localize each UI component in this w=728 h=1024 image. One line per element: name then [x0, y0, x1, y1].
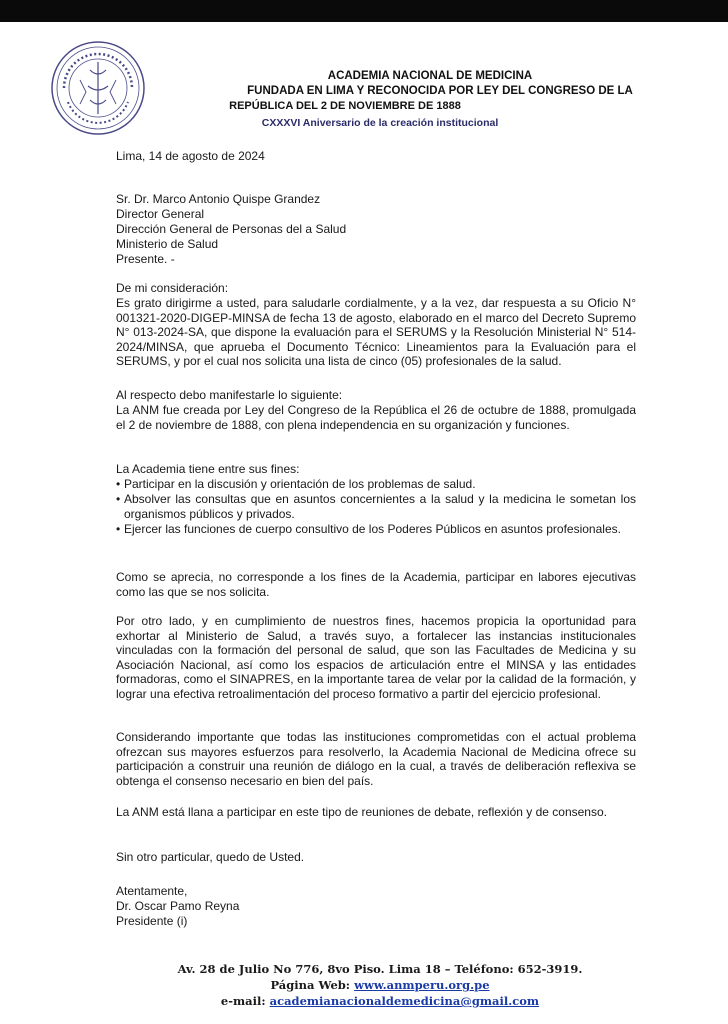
- recipient-title: Director General: [116, 207, 205, 221]
- top-black-bar: [0, 0, 728, 22]
- bullet-item: [116, 477, 636, 492]
- paragraph-anm-creation: La ANM fue creada por Ley del Congreso de la República el 26 de octubre de 1888, promulgada el 2 de noviembre de 1888, con plena independencia en su organización y funciones.: [116, 403, 636, 432]
- signature-closing: Atentamente,: [116, 884, 188, 898]
- email-link[interactable]: academianacionaldemedicina@gmail.com: [269, 994, 540, 1008]
- recipient-ministry: Ministerio de Salud: [116, 237, 219, 251]
- signature-name: Dr. Oscar Pamo Reyna: [116, 899, 240, 913]
- recipient-name: Sr. Dr. Marco Antonio Quispe Grandez: [116, 192, 321, 206]
- bullet-text: Ejercer las funciones de cuerpo consultivo de los Poderes Públicos en asuntos profesionales.: [124, 522, 621, 536]
- anniversary-line: CXXXVI Aniversario de la creación institucional: [261, 117, 499, 129]
- paragraph-no-corresponde: Como se aprecia, no corresponde a los fines de la Academia, participar en labores ejecutivas como las que se nos solicita.: [116, 570, 636, 599]
- footer-web: [100, 978, 660, 992]
- website-link[interactable]: www.anmperu.org.pe: [354, 978, 490, 992]
- greeting: De mi consideración:: [116, 281, 229, 295]
- footer-email: [100, 994, 660, 1008]
- founded-line-1: FUNDADA EN LIMA Y RECONOCIDA POR LEY DEL CONGRESO DE LA: [247, 85, 633, 97]
- institution-name: ACADEMIA NACIONAL DE MEDICINA: [327, 70, 533, 82]
- bullet-text: Participar en la discusión y orientación de los problemas de salud.: [124, 477, 476, 491]
- bullet-glyph: •: [116, 522, 121, 536]
- footer-web-label: Página Web:: [270, 978, 351, 992]
- bullet-text: Absolver las consultas que en asuntos concernientes a la salud y la medicina le sometan los organismos públicos y privados.: [124, 492, 636, 521]
- recipient-office: Dirección General de Personas del a Salud: [116, 222, 347, 236]
- bullet-glyph: •: [116, 477, 121, 491]
- footer-address: Av. 28 de Julio No 776, 8vo Piso. Lima 18 – Teléfono: 652-3919.: [177, 962, 583, 976]
- signature-role: Presidente (i): [116, 914, 188, 928]
- paragraph-considerando: Considerando importante que todas las instituciones comprometidas con el actual problema ofrezcan sus mayores esfuerzos para resolverlo, la Academia Nacional de Medicina ofrece su participación a construir una reunión de diálogo en la cual, a través de deliberación reflexiva se obtenga el consenso necesario en bien del país.: [116, 730, 636, 788]
- bullet-item: [116, 492, 636, 521]
- academy-seal-logo: [50, 40, 146, 136]
- paragraph-exhortar: Por otro lado, y en cumplimiento de nuestros fines, hacemos propicia la oportunidad para exhortar al Ministerio de Salud, a través suyo, a fortalecer las instancias institucionales vinculadas con la formación del personal de salud, que son las Facultades de Medicina y su Asociación Nacional, así como los espacios de articulación entre el MINSA y las entidades formadoras, como el SINAPRES, en la importante tarea de velar por la calidad de la formación, y lograr una efectiva retroalimentación del proceso formativo a partir del ejercicio profesional.: [116, 614, 636, 701]
- paragraph-fines-intro: La Academia tiene entre sus fines:: [116, 462, 300, 476]
- paragraph-intro: Es grato dirigirme a usted, para saludarle cordialmente, y a la vez, dar respuesta a su Oficio N° 001321-2020-DIGEP-MINSA de fecha 13 de agosto, elaborado en el marco del Decreto Supremo N° 013-2024-SA, que dispone la evaluación para el SERUMS y la Resolución Ministerial N° 514-2024/MINSA, que aprueba el Documento Técnico: Lineamientos para la Evaluación para el SERUMS, y por el cual nos solicita una lista de cinco (05) profesionales de la salud.: [116, 296, 636, 369]
- bullet-glyph: •: [116, 492, 121, 506]
- footer-email-label: e-mail:: [220, 994, 266, 1008]
- recipient-presente: Presente. -: [116, 252, 175, 266]
- bullet-item: [116, 522, 636, 537]
- paragraph-closing: Sin otro particular, quedo de Usted.: [116, 850, 305, 864]
- paragraph-llana: La ANM está llana a participar en este tipo de reuniones de debate, reflexión y de consenso.: [116, 805, 607, 819]
- paragraph-respecto: Al respecto debo manifestarle lo siguiente:: [116, 388, 343, 402]
- founded-line-2: REPÚBLICA DEL 2 DE NOVIEMBRE DE 1888: [229, 100, 461, 112]
- letter-date: Lima, 14 de agosto de 2024: [116, 149, 265, 163]
